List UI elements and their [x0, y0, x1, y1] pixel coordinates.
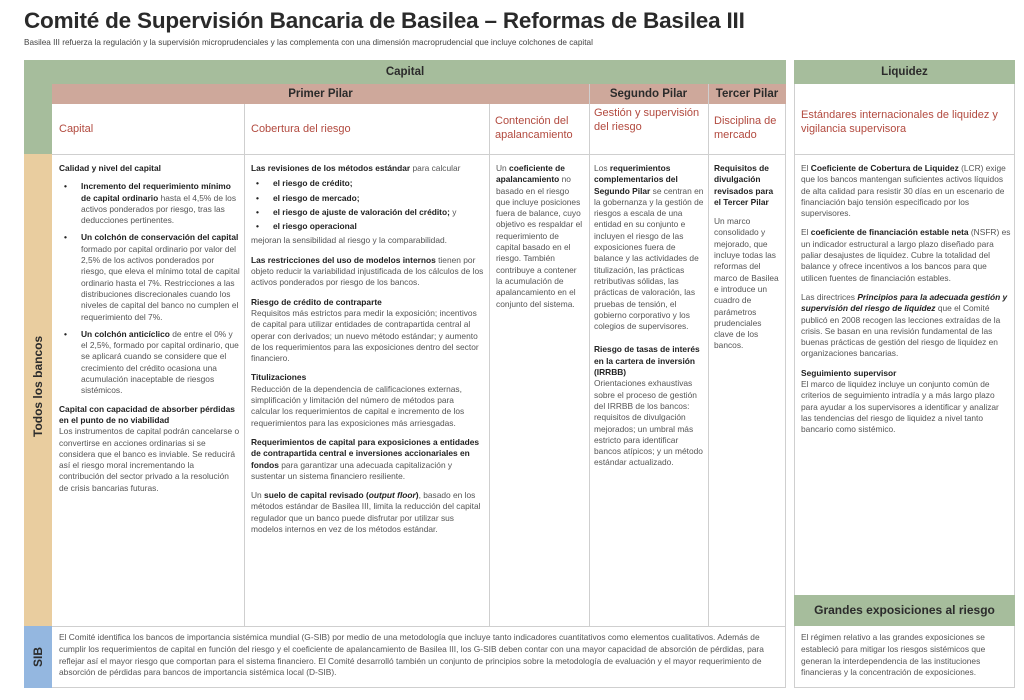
ccr-heading: Riesgo de crédito de contraparte [251, 296, 382, 307]
divider [794, 154, 1015, 155]
divider [24, 626, 786, 627]
loss-absorbing-text: Los instrumentos de capital podrán cancelarse o convertirse en acciones ordinarias si se considera que el banco es inviable. Se reducirá así el riesgo moral incrementando la contribución del sector privado a la resolución de crisis bancarias futuras. [59, 426, 240, 493]
category-capital: Capital [59, 123, 94, 135]
list-item: • Un colchón de conservación del capital formado por capital ordinario por valor del 2,5% de los activos ponderados por riesgo, que eleva el mínimo total de capital ordinario hasta el 7%. Restricciones a las distribuciones discrecionales cuando los niveles de capital del banco no cumplen el requerimiento del 7%. [59, 232, 240, 322]
liquidity-header [794, 60, 1015, 84]
category-market-discipline: Disciplina de mercado [714, 115, 777, 141]
all-banks-label: Todos los bancos [31, 335, 45, 437]
liquidity-column-content [801, 163, 1011, 444]
ccp-requirements-text: Requerimientos de capital para exposiciones a entidades de contrapartida central e inversiones accionariales en fondos para garantizar una adecuada capitalización y sustentar un sistema financiero resiliente. [251, 436, 480, 481]
first-pillar-header [52, 84, 589, 104]
sib-text: El Comité identifica los bancos de importancia sistémica mundial (G-SIB) por medio de una metodología que incluye tanto indicadores cuantitativos como elementos cualitativos. Además de cumplir los requerimientos de capital en función del riesgo y el coeficiente de apalancamiento de Basilea III, los G-SIB deben contar con una mayor capacidad de absorción de pérdidas, para reflejar así el mayor riesgo que comportan para el sistema financiero. El Comité desarrolló también un conjunto de principios sobre la metodología de evaluación y el mayor requerimiento de absorción de pérdidas para bancos de importancia sistémica local (D-SIB). [59, 632, 764, 678]
list-item: • Incremento del requerimiento mínimo de capital ordinario hasta el 4,5% de los activos ponderados por riesgo, tras las deducciones pertinentes. [59, 181, 240, 226]
divider [489, 104, 490, 626]
capital-header [24, 60, 786, 84]
list-item: • el riesgo de ajuste de valoración del crédito; y [251, 207, 484, 218]
third-pillar-label: Tercer Pilar [715, 88, 779, 100]
page-title: Comité de Supervisión Bancaria de Basilea – Reformas de Basilea III [24, 8, 745, 33]
ccr-text: Requisitos más estrictos para medir la exposición; incentivos de capital para utilizar entidades de contrapartida central al operar con derivados; un nuevo método estándar; y aumento de los requerimientos para las exposiciones dentro del sector financiero. [251, 307, 479, 364]
pillar2-text: Los requerimientos complementarios del Segundo Pilar se centran en la gobernanza y la gestión de riesgos a escala de una entidad en su conjunto e incluyen el riesgo de las exposiciones fuera de balance y las actividades de titulización, las prácticas retributivas sólidas, las prácticas de valoración, las pruebas de tensión, el gobierno corporativo y los colegios de supervisores. [594, 163, 704, 332]
irrbb-heading: Riesgo de tasas de interés en la cartera de inversión (IRRBB) [594, 344, 700, 378]
list-item: • el riesgo operacional [251, 221, 484, 232]
third-pillar-column-content [714, 163, 782, 360]
divider [244, 104, 245, 626]
principles-text: Las directrices Principios para la adecuada gestión y supervisión del riesgo de liquidez que el Comité publicó en 2008 recogen las lecciones extraídas de la crisis. Se basan en una revisión fundamental de las buenas prácticas de gestión del riesgo de liquidez en organizaciones bancarias. [801, 291, 1008, 359]
first-pillar-label: Primer Pilar [288, 88, 353, 100]
internal-models-text: Las restricciones del uso de modelos internos tienen por objeto reducir la variabilidad injustificada de los cálculos de los activos ponderados por riesgo de los bancos. [251, 254, 484, 288]
monitoring-heading: Seguimiento supervisor [801, 367, 897, 378]
liquidity-category: Estándares internacionales de liquidez y vigilancia supervisora [801, 109, 998, 135]
standard-methods-text: Las revisiones de los métodos estándar para calcular [251, 163, 461, 173]
irrbb-text: Orientaciones exhaustivas sobre el proceso de gestión del IRRBB de los bancos: requisitos de divulgación mejorados; un umbral más estricto para identificar bancos atípicos; y un método estándar actualizado. [594, 378, 703, 468]
liquidity-header-label: Liquidez [881, 66, 928, 78]
capital-column-content [59, 163, 240, 502]
standard-methods-end: mejoran la sensibilidad al riesgo y la comparabilidad. [251, 235, 447, 246]
second-pillar-header [589, 84, 708, 104]
second-pillar-label: Segundo Pilar [609, 88, 688, 100]
third-pillar-header [708, 84, 786, 104]
loss-absorbing-heading: Capital con capacidad de absorber pérdidas en el punto de no viabilidad [59, 403, 235, 425]
divider [589, 84, 590, 626]
divider [52, 154, 786, 155]
disclosure-heading: Requisitos de divulgación revisados para el Tercer Pilar [714, 163, 774, 207]
output-floor-text: Un suelo de capital revisado (output floor), basado en los métodos estándar de Basilea III, limita la reducción del capital regulador que un banco puede disfrutar por utilizar sus modelos internos en vez de los métodos estándar. [251, 490, 481, 535]
row-label-strip-header [24, 84, 52, 154]
page-subtitle: Basilea III refuerza la regulación y la supervisión microprudenciales y las complementa con una dimensión macroprudencial que incluye colchones de capital [24, 38, 593, 47]
disclosure-text: Un marco consolidado y mejorado, que incluye todas las reformas del marco de Basilea e introduce un cuadro de parámetros prudenciales clave de los bancos. [714, 216, 779, 351]
category-risk-mgmt: Gestión y supervisión del riesgo [594, 107, 700, 133]
securitisation-text: Reducción de la dependencia de calificaciones externas, simplificación y limitación del número de métodos para calcular los requerimientos de capital e incremento de los requerimientos para las exposiciones más arriesgadas. [251, 383, 465, 428]
category-risk-coverage: Cobertura del riesgo [251, 123, 351, 135]
large-exposures-label: Grandes exposiciones al riesgo [814, 603, 995, 617]
leverage-column-content [496, 163, 584, 318]
list-item: • el riesgo de crédito; [251, 178, 484, 189]
capital-header-label: Capital [385, 66, 425, 78]
sib-label: SIB [31, 647, 45, 668]
lcr-text: El Coeficiente de Cobertura de Liquidez (LCR) exige que los bancos mantengan suficientes activos líquidos de alta calidad para resistir 30 días en un escenario de financiación bajo tensión especificado por los supervisores. [801, 163, 1006, 219]
second-pillar-column-content [594, 163, 705, 477]
large-exposures-text: El régimen relativo a las grandes exposiciones se estableció para mitigar los riesgos sistémicos que generan la interdependencia de las instituciones financieras y la concentración de exposiciones. [801, 632, 986, 678]
monitoring-text: El marco de liquidez incluye un conjunto común de criterios de seguimiento intradía y a más largo plazo para ayudar a los supervisores a identificar y analizar las tendencias del riesgo de liquidez a nivel tanto bancario como sistémico. [801, 379, 999, 435]
capital-quality-heading: Calidad y nivel del capital [59, 163, 161, 173]
leverage-text: Un coeficiente de apalancamiento no basado en el riesgo que incluye posiciones fuera de balance, cuyo objetivo es respaldar el requerimiento de capital basado en el riesgo. También contribuye a contener la acumulación de apalancamiento en el conjunto del sistema. [496, 163, 583, 309]
nsfr-text: El coeficiente de financiación estable neta (NSFR) es un indicador estructural a largo plazo diseñado para paliar desajustes de liquidez. Cubre la totalidad del balance y ofrece incentivos a los bancos para que utilicen fuentes de financiación estables. [801, 227, 1011, 283]
securitisation-heading: Titulizaciones [251, 372, 307, 383]
large-exposures-header [794, 595, 1015, 626]
divider [708, 84, 709, 626]
risk-coverage-column-content [251, 163, 484, 543]
list-item: • Un colchón anticíclico de entre el 0% y el 2,5%, formado por capital ordinario, que se aplicará cuando se considere que el crecimiento del crédito ocasiona una acumulación inaceptable de riesgos sistémicos. [59, 329, 240, 397]
category-leverage: Contención del apalancamiento [495, 115, 573, 141]
list-item: • el riesgo de mercado; [251, 193, 484, 204]
